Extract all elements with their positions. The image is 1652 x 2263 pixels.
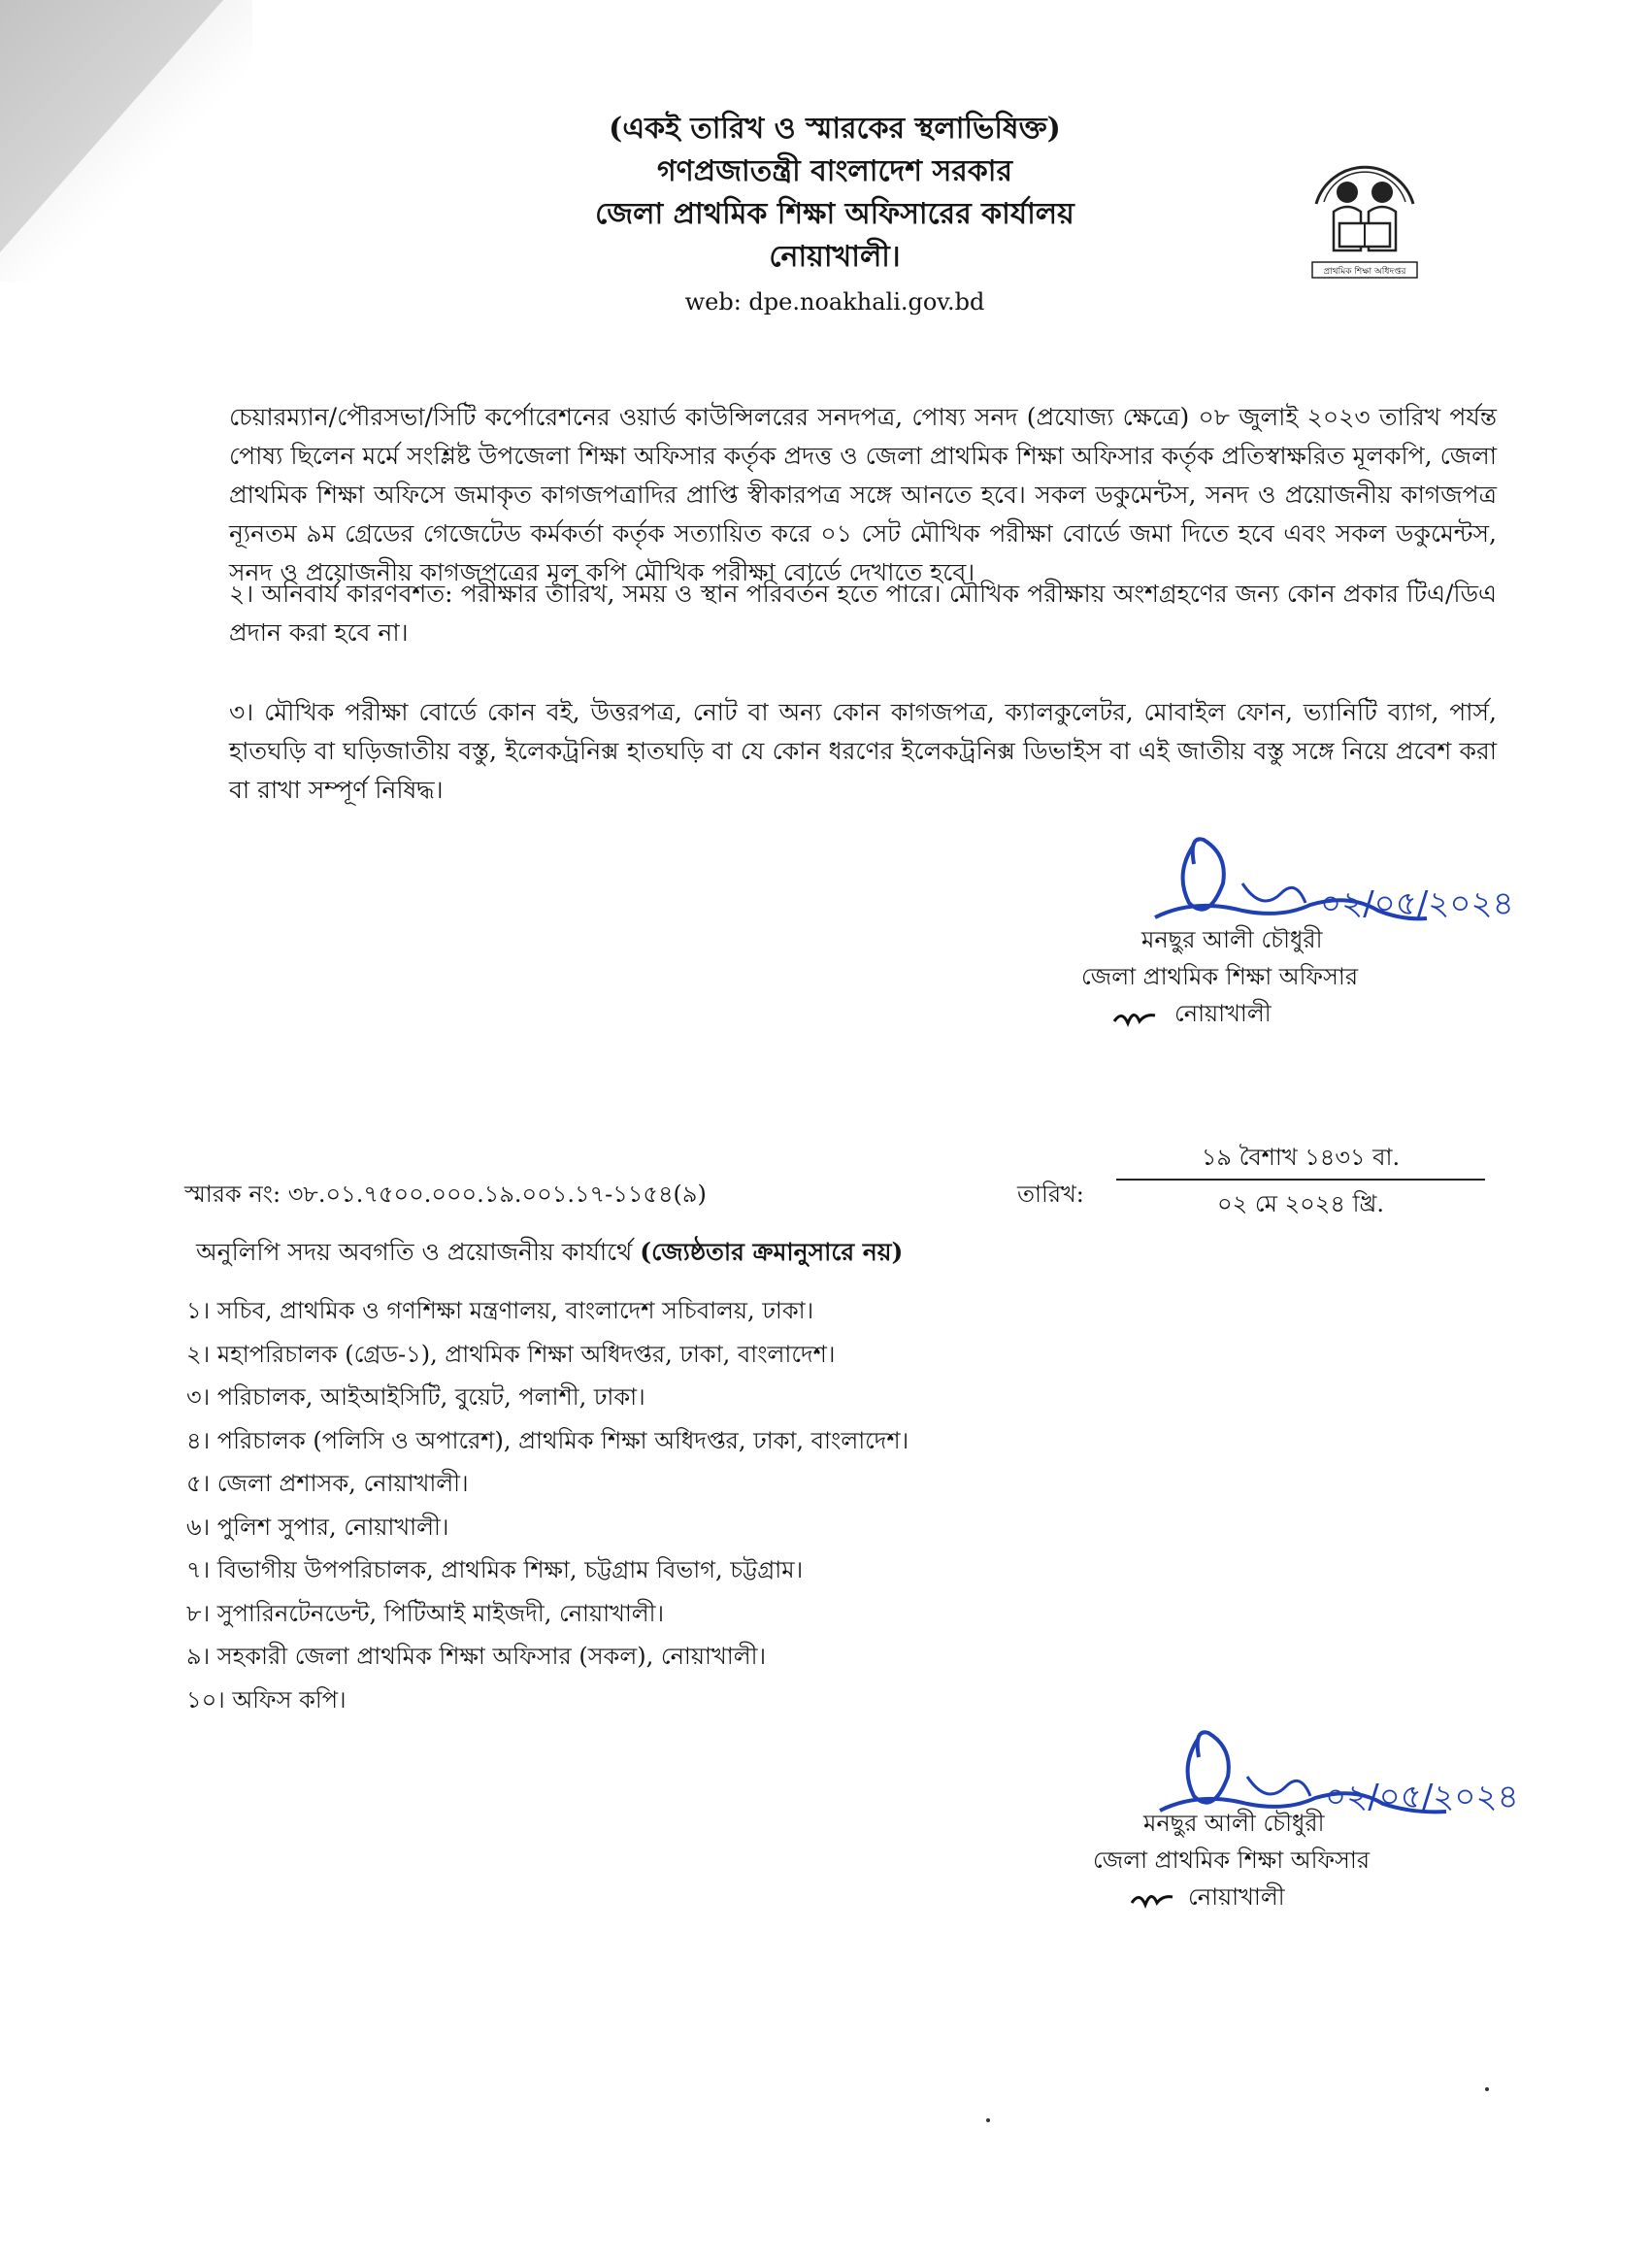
- scan-speck: [986, 2118, 990, 2122]
- list-item: ২। মহাপরিচালক (গ্রেড-১), প্রাথমিক শিক্ষা অধিদপ্তর, ঢাকা, বাংলাদেশ।: [186, 1340, 836, 1368]
- signature-1-location: নোয়াখালী: [1174, 1000, 1272, 1027]
- signature-2-name: মনছুর আলী চৌধুরী: [1143, 1810, 1325, 1837]
- date-label: তারিখ:: [1017, 1181, 1084, 1208]
- logo-graphic-icon: [1306, 136, 1423, 282]
- header-website: web: dpe.noakhali.gov.bd: [684, 288, 985, 316]
- signature-2-designation: জেলা প্রাথমিক শিক্ষা অফিসার: [1093, 1847, 1371, 1874]
- date-bangla: ১৯ বৈশাখ ১৪৩১ বা.: [1201, 1144, 1401, 1171]
- signature-2-date: ০২/০৫/২০২৪: [1325, 1778, 1519, 1816]
- header-replacement-note: (একই তারিখ ও স্মারকের স্থলাভিষিক্ত): [609, 112, 1061, 146]
- signature-1-date: ০২/০৫/২০২৪: [1320, 884, 1514, 923]
- header-government: গণপ্রজাতন্ত্রী বাংলাদেশ সরকার: [657, 154, 1012, 188]
- list-item: ৩। পরিচালক, আইআইসিটি, বুয়েট, পলাশী, ঢাকা।: [186, 1383, 645, 1411]
- signature-1-designation: জেলা প্রাথমিক শিক্ষা অফিসার: [1081, 963, 1359, 990]
- primary-education-logo: [1306, 136, 1423, 282]
- list-item: ৭। বিভাগীয় উপপরিচালক, প্রাথমিক শিক্ষা, চট্টগ্রাম বিভাগ, চট্টগ্রাম।: [186, 1556, 804, 1583]
- copy-intro-bold: (জ্যেষ্ঠতার ক্রমানুসারে নয়): [640, 1238, 904, 1266]
- list-item: ৫। জেলা প্রশাসক, নোয়াখালী।: [186, 1470, 469, 1497]
- body-paragraph-3: ৩। মৌখিক পরীক্ষা বোর্ডে কোন বই, উত্তরপত্র, নোট বা অন্য কোন কাগজপত্র, ক্যালকুলেটর, মোবাইল ফোন, ভ্যানিটি ব্যাগ, পার্স, হাতঘড়ি বা ঘড়িজাতীয় বস্তু, ইলেকট্রনিক্স হাতঘড়ি বা যে কোন ধরণের ইলেকট্রনিক্স ডিভাইস বা এই জাতীয় বস্তু সঙ্গে নিয়ে প্রবেশ করা বা রাখা সম্পূর্ণ নিষিদ্ধ।: [229, 698, 1497, 804]
- page-fold-shadow: [0, 0, 252, 282]
- body-paragraph-2: ২। অনিবার্য কারণবশত: পরীক্ষার তারিখ, সময় ও স্থান পরিবর্তন হতে পারে। মৌখিক পরীক্ষায় অংশগ্রহণের জন্য কোন প্রকার টিএ/ডিএ প্রদান করা হবে না।: [229, 580, 1497, 647]
- initial-mark-1-icon: [1112, 1000, 1157, 1029]
- scan-speck: [1485, 2087, 1489, 2091]
- memo-number: স্মারক নং: ৩৮.০১.৭৫০০.০০০.১৯.০০১.১৭-১১৫৪(৯): [184, 1181, 707, 1208]
- copy-intro-text: অনুলিপি সদয় অবগতি ও প্রয়োজনীয় কার্যার্থে: [196, 1238, 641, 1266]
- body-paragraph-1: চেয়ারম্যান/পৌরসভা/সিটি কর্পোরেশনের ওয়ার্ড কাউন্সিলরের সনদপত্র, পোষ্য সনদ (প্রযোজ্য ক্ষেত্রে) ০৮ জুলাই ২০২৩ তারিখ পর্যন্ত পোষ্য ছিলেন মর্মে সংশ্লিষ্ট উপজেলা শিক্ষা অফিসার কর্তৃক প্রদত্ত ও জেলা প্রাথমিক শিক্ষা অফিসার কর্তৃক প্রতিস্বাক্ষরিত মূলকপি, জেলা প্রাথমিক শিক্ষা অফিসে জমাকৃত কাগজপত্রাদির প্রাপ্তি স্বীকারপত্র সঙ্গে আনতে হবে। সকল ডকুমেন্টস, সনদ ও প্রয়োজনীয় কাগজপত্র ন্যূনতম ৯ম গ্রেডের গেজেটেড কর্মকর্তা কর্তৃক সত্যায়িত করে ০১ সেট মৌখিক পরীক্ষা বোর্ডে জমা দিতে হবে এবং সকল ডকুমেন্টস, সনদ ও প্রয়োজনীয় কাগজপত্রের মূল কপি মৌখিক পরীক্ষা বোর্ডে দেখাতে হবে।: [229, 403, 1497, 586]
- list-item: ৮। সুপারিনটেনডেন্ট, পিটিআই মাইজদী, নোয়াখালী।: [186, 1599, 665, 1627]
- date-divider: [1116, 1179, 1485, 1181]
- copy-intro: [196, 1233, 903, 1275]
- initial-mark-2-icon: [1130, 1881, 1174, 1911]
- signature-1-name: মনছুর আলী চৌধুরী: [1141, 926, 1323, 953]
- copy-recipient-list: [186, 1289, 909, 1721]
- header-district: নোয়াখালী।: [769, 240, 901, 274]
- list-item: ৪। পরিচালক (পলিসি ও অপারেশ), প্রাথমিক শিক্ষা অধিদপ্তর, ঢাকা, বাংলাদেশ।: [186, 1426, 909, 1454]
- date-gregorian: ০২ মে ২০২৪ খ্রি.: [1217, 1190, 1384, 1217]
- logo-caption: প্রাথমিক শিক্ষা অধিদপ্তর: [1323, 267, 1406, 277]
- list-item: ১০। অফিস কপি।: [186, 1685, 347, 1714]
- list-item: ৯। সহকারী জেলা প্রাথমিক শিক্ষা অফিসার (সকল), নোয়াখালী।: [186, 1643, 767, 1670]
- signature-2-location: নোয়াখালী: [1188, 1883, 1285, 1911]
- header-office: জেলা প্রাথমিক শিক্ষা অফিসারের কার্যালয়: [595, 197, 1074, 231]
- list-item: ৬। পুলিশ সুপার, নোয়াখালী।: [186, 1513, 449, 1541]
- list-item: ১। সচিব, প্রাথমিক ও গণশিক্ষা মন্ত্রণালয়, বাংলাদেশ সচিবালয়, ঢাকা।: [186, 1297, 814, 1324]
